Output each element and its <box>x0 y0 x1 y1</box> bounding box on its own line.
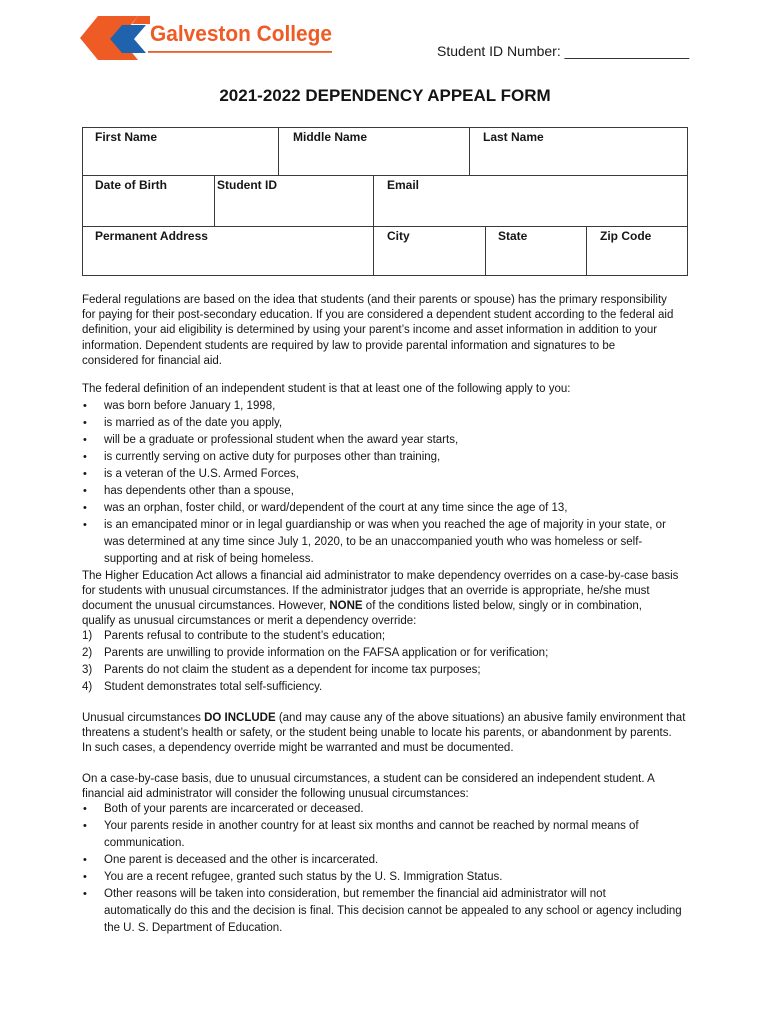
excluded-conditions-list <box>82 628 722 696</box>
form-title: 2021-2022 DEPENDENCY APPEAL FORM <box>219 86 551 105</box>
middle-name-label: Middle Name <box>293 130 368 144</box>
paragraph-line: for students with unusual circumstances. If the administrator judges that an override is appropriate, he/she must <box>82 585 650 597</box>
paragraph-line: financial aid administrator will consider the following unusual circumstances: <box>82 788 469 800</box>
state-label: State <box>498 229 528 243</box>
independent-definition-section <box>82 381 722 568</box>
list-item: • will be a graduate or professional student when the award year starts, <box>82 432 722 449</box>
do-include-emphasis: DO INCLUDE <box>204 712 276 724</box>
paragraph-line: information. Dependent students are required by law to provide parental information and signatures to be <box>82 339 616 352</box>
list-item: • is currently serving on active duty for purposes other than training, <box>82 449 722 466</box>
logo-underline <box>148 51 332 53</box>
paragraph-line: The Higher Education Act allows a financial aid administrator to make dependency overrides on a case-by-case basis <box>82 570 679 582</box>
paragraph-line: In such cases, a dependency override might be warranted and must be documented. <box>82 742 514 754</box>
paragraph-line: Unusual circumstances DO INCLUDE (and may cause any of the above situations) an abusive family environment that <box>82 712 686 724</box>
last-name-label: Last Name <box>483 130 544 144</box>
student-id-label: Student ID <box>217 178 277 192</box>
list-item: • One parent is deceased and the other is incarcerated. <box>82 852 722 869</box>
none-emphasis: NONE <box>329 600 363 612</box>
state-field[interactable] <box>485 227 586 275</box>
form-row <box>83 226 687 275</box>
date-of-birth-label: Date of Birth <box>95 178 167 192</box>
form-row <box>83 175 687 226</box>
student-info-form <box>82 127 688 276</box>
included-circumstances-paragraph <box>82 711 722 756</box>
paragraph-line: On a case-by-case basis, due to unusual circumstances, a student can be considered an independent student. A <box>82 773 655 785</box>
paragraph-line: for paying for their post-secondary education. If you are considered a dependent student according to the federal aid <box>82 309 674 322</box>
paragraph-line: threatens a student’s health or safety, or the student being unable to locate his parents, or abandonment by parents. <box>82 727 672 739</box>
list-item: 4) Student demonstrates total self-sufficiency. <box>82 681 323 693</box>
middle-name-field[interactable] <box>278 128 469 175</box>
list-item: 3) Parents do not claim the student as a dependent for income tax purposes; <box>82 664 481 676</box>
list-item: • is married as of the date you apply, <box>82 415 722 432</box>
list-item: • was born before January 1, 1998, <box>82 398 722 415</box>
responsibility-paragraph <box>82 293 722 369</box>
list-item: • Other reasons will be taken into consideration, but remember the financial aid administrator will not automatically do this and the decision is final. This decision cannot be appealed to any school or agency including the U. S. Department of Education. <box>82 886 722 937</box>
paragraph-line: Federal regulations are based on the idea that students (and their parents or spouse) has the primary responsibility <box>82 294 667 306</box>
city-field[interactable] <box>373 227 485 275</box>
paragraph-line: considered for financial aid. <box>82 354 222 367</box>
list-item: • Your parents reside in another country for at least six months and cannot be reached by normal means of communication. <box>82 818 722 852</box>
zip-code-field[interactable] <box>586 227 687 275</box>
permanent-address-field[interactable] <box>83 227 373 275</box>
first-name-field[interactable] <box>83 128 278 175</box>
student-id-field[interactable] <box>214 176 373 226</box>
list-item: • has dependents other than a spouse, <box>82 483 722 500</box>
list-item: • You are a recent refugee, granted such status by the U. S. Immigration Status. <box>82 869 722 886</box>
unusual-circumstances-list <box>82 801 722 937</box>
last-name-field[interactable] <box>469 128 687 175</box>
permanent-address-label: Permanent Address <box>95 229 208 243</box>
student-id-number-field: Student ID Number: ________________ <box>437 43 690 59</box>
zip-code-label: Zip Code <box>600 229 652 243</box>
list-item: 2) Parents are unwilling to provide information on the FAFSA application or for verification; <box>82 647 549 659</box>
list-item: • is an emancipated minor or in legal guardianship or was when you reached the age of majority in your state, or was determined at any time since July 1, 2020, to be an unaccompanied youth who was homeless or self- supporting and at risk of being homeless. <box>82 517 722 568</box>
list-item: • Both of your parents are incarcerated or deceased. <box>82 801 722 818</box>
logo-text: Galveston College <box>150 21 332 46</box>
email-field[interactable] <box>373 176 687 226</box>
date-of-birth-field[interactable] <box>83 176 214 226</box>
list-item: • is a veteran of the U.S. Armed Forces, <box>82 466 722 483</box>
list-item: 1) Parents refusal to contribute to the student’s education; <box>82 630 386 642</box>
form-row <box>83 128 687 175</box>
paragraph-line: qualify as unusual circumstances or merit a dependency override: <box>82 615 417 627</box>
city-label: City <box>387 229 410 243</box>
list-item: • was an orphan, foster child, or ward/dependent of the court at any time since the age of 13, <box>82 500 722 517</box>
galveston-college-logo <box>78 12 340 66</box>
case-by-case-paragraph <box>82 772 722 802</box>
independent-definition-intro: The federal definition of an independent student is that at least one of the following apply to you: <box>82 383 571 395</box>
paragraph-line: definition, your aid eligibility is determined by using your parent’s income and asset information in addition to your <box>82 324 658 337</box>
first-name-label: First Name <box>95 130 158 144</box>
email-label: Email <box>387 178 420 192</box>
paragraph-line: document the unusual circumstances. However, NONE of the conditions listed below, singly or in combination, <box>82 600 642 612</box>
hea-paragraph <box>82 569 722 629</box>
